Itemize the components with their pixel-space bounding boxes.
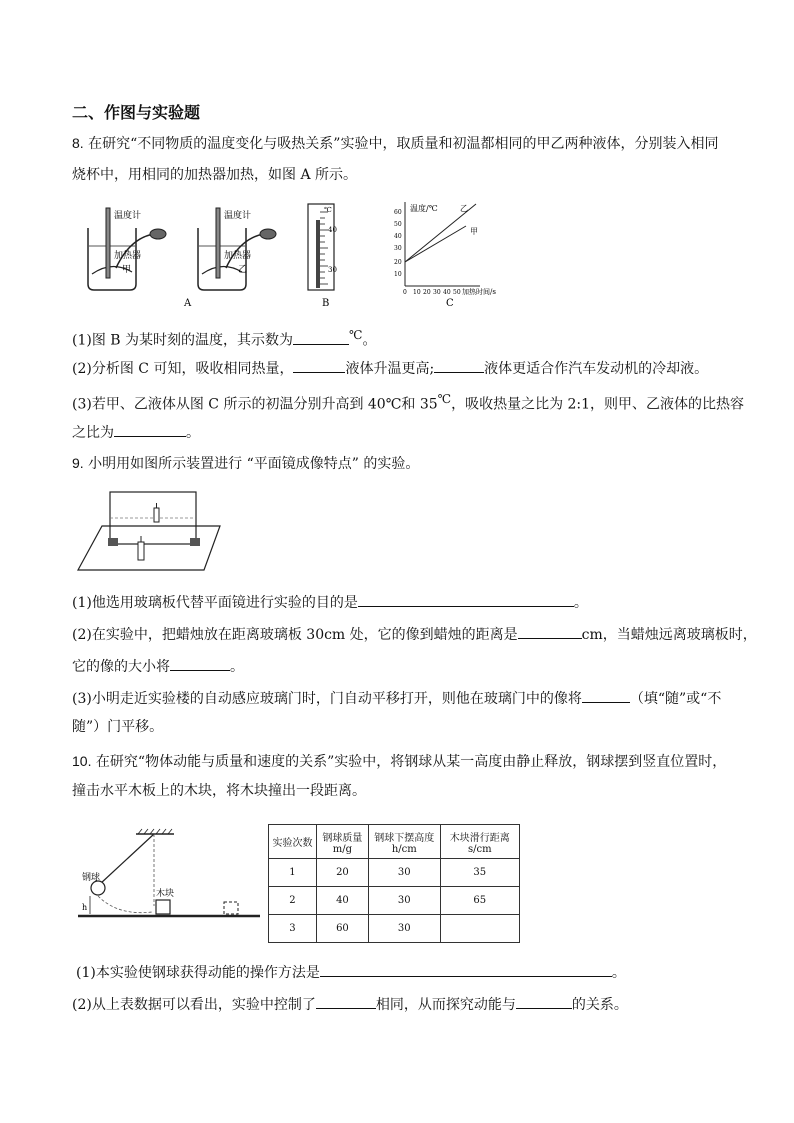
fig-a-liquid-1: 甲 <box>122 265 132 275</box>
fig-b-unit: ℃ <box>324 206 332 214</box>
q8-part2 <box>72 358 708 378</box>
table-cell: 3 <box>269 915 317 943</box>
table-header-distance <box>440 825 519 859</box>
fig-c-ytick: 60 <box>394 209 402 216</box>
q8-part3-text-b: ，吸收热量之比为 2:1，则甲、乙液体的比热容 <box>451 396 745 413</box>
table-cell: 20 <box>316 859 368 887</box>
fig-a-thermometer-label-1: 温度计 <box>114 211 142 221</box>
table-header-trial <box>269 825 317 859</box>
fig-c-series-jia: 甲 <box>470 227 478 236</box>
q10-part1-text: (1)本实验使钢球获得动能的操作方法是 <box>76 965 320 981</box>
q10-ball-label: 钢球 <box>82 873 101 883</box>
fig-c-caption: C <box>446 298 454 309</box>
q8-part1 <box>72 326 376 350</box>
q9-part3-blank[interactable] <box>582 688 630 703</box>
fig-a-heater-label-2: 加热器 <box>224 251 252 261</box>
fig-c-xtick: 10 <box>413 289 421 296</box>
thermometer-b <box>308 204 334 290</box>
table-row <box>269 915 520 943</box>
table-row <box>269 887 520 915</box>
table-cell: 65 <box>440 887 519 915</box>
fig-a-caption: A <box>184 298 192 309</box>
q9-part2-blank-1[interactable] <box>518 624 582 639</box>
q10-data-table <box>268 824 520 943</box>
q9-figure <box>74 488 230 574</box>
header-text: 钢球质量 <box>322 832 363 844</box>
q8-part3-unit: ℃ <box>437 392 452 406</box>
table-cell: 40 <box>316 887 368 915</box>
q8-part2-blank-1[interactable] <box>293 358 345 373</box>
q9-part1-text: (1)他选用玻璃板代替平面镜进行实验的目的是 <box>72 595 358 611</box>
q10-number: 10. <box>72 753 92 769</box>
table-header-height <box>368 825 440 859</box>
fig-c-xticks <box>403 289 461 296</box>
q9-part1-end: 。 <box>573 595 588 611</box>
header-text: 木块滑行距离 <box>449 832 510 844</box>
q8-stem-line1 <box>72 134 718 153</box>
wood-block <box>156 900 170 914</box>
q9-part3-text-a: (3)小明走近实验楼的自动感应玻璃门时，门自动平移打开，则他在玻璃门中的像将 <box>72 691 582 707</box>
q8-part3-text-a: (3)若甲、乙液体从图 C 所示的初温分别升高到 40℃和 35 <box>72 396 438 413</box>
graph-c <box>405 202 480 286</box>
q10-stem-text-1: 在研究“物体动能与质量和速度的关系”实验中，将钢球从某一高度由静止释放，钢球摆到竖直位置时， <box>95 754 727 770</box>
q9-stem-text: 小明用如图所示装置进行 “平面镜成像特点” 的实验。 <box>88 456 420 472</box>
q9-part2-line2 <box>72 656 244 676</box>
q9-part2 <box>72 624 757 644</box>
fig-c-xtick: 20 <box>423 289 431 296</box>
fig-c-ytick: 50 <box>394 221 402 228</box>
q10-part2-blank-1[interactable] <box>316 994 376 1009</box>
q8-number: 8. <box>72 135 84 151</box>
table-cell: 1 <box>269 859 317 887</box>
table-header-mass <box>316 825 368 859</box>
fig-c-series-yi: 乙 <box>460 204 468 213</box>
fig-b-tick-40: 40 <box>328 226 337 234</box>
table-header-row <box>269 825 520 859</box>
header-text: 钢球下摆高度 <box>374 832 435 844</box>
q8-stem-text-1: 在研究“不同物质的温度变化与吸热关系”实验中，取质量和初温都相同的甲乙两种液体，分别装入相同 <box>88 136 719 152</box>
q10-part1-end: 。 <box>611 965 626 981</box>
q9-number: 9. <box>72 455 84 471</box>
table-cell: 30 <box>368 915 440 943</box>
q10-block-label: 木块 <box>156 889 175 899</box>
steel-ball <box>91 881 105 895</box>
header-unit: h/cm <box>391 843 417 855</box>
q8-part3-line2 <box>72 422 200 442</box>
table-cell: 60 <box>316 915 368 943</box>
series-jia-line <box>405 226 466 262</box>
fig-c-ylabel: 温度/℃ <box>410 204 438 213</box>
table-cell: 30 <box>368 887 440 915</box>
q10-part2 <box>72 994 628 1014</box>
q8-part3-blank[interactable] <box>114 422 186 437</box>
q9-part3 <box>72 688 721 708</box>
q8-part1-unit: ℃ <box>349 328 363 342</box>
q8-part3-line2-text: 之比为 <box>72 425 114 441</box>
header-unit: s/cm <box>468 843 492 855</box>
fig-a-heater-label-1: 加热器 <box>114 251 142 261</box>
q8-stem-line2: 烧杯中，用相同的加热器加热，如图 A 所示。 <box>72 167 358 183</box>
q9-part1-blank[interactable] <box>358 592 574 607</box>
q10-part2-text-c: 的关系。 <box>571 997 628 1013</box>
fig-a-thermometer-label-2: 温度计 <box>224 211 252 221</box>
q8-figure <box>80 198 496 310</box>
fig-c-xtick: 40 <box>443 289 451 296</box>
q8-part2-text-c: 液体更适合作汽车发动机的冷却液。 <box>484 361 709 377</box>
q9-part2-blank-2[interactable] <box>170 656 230 671</box>
fig-c-ytick: 20 <box>394 259 402 266</box>
fig-c-yticks <box>394 209 402 278</box>
q9-part1 <box>72 592 588 612</box>
q10-part2-text-a: (2)从上表数据可以看出，实验中控制了 <box>72 997 316 1013</box>
fig-c-ytick: 40 <box>394 233 402 240</box>
table-row <box>269 859 520 887</box>
q8-part2-text-a: (2)分析图 C 可知，吸收相同热量， <box>72 361 294 377</box>
q9-part3-text-b: （填“随”或“不 <box>629 691 722 707</box>
q9-stem <box>72 454 419 473</box>
section-title: 二、作图与实验题 <box>72 103 201 122</box>
fig-c-xtick: 50 <box>453 289 461 296</box>
q8-part2-text-b: 液体升温更高; <box>345 361 435 377</box>
q10-stem-line2: 撞击水平木板上的木块，将木块撞出一段距离。 <box>72 783 366 799</box>
header-unit: m/g <box>332 843 353 855</box>
q8-part1-text: (1)图 B 为某时刻的温度，其示数为 <box>72 332 294 349</box>
fig-b-tick-30: 30 <box>328 266 337 274</box>
table-cell[interactable] <box>440 915 519 943</box>
q9-part2-line2-text: 它的像的大小将 <box>72 659 170 675</box>
q9-part2-text-a: (2)在实验中，把蜡烛放在距离玻璃板 30cm 处，它的像到蜡烛的距离是 <box>72 627 518 643</box>
q10-part2-text-b: 相同，从而探究动能与 <box>375 997 516 1013</box>
header-text: 实验次数 <box>272 838 313 849</box>
q8-part1-end: 。 <box>362 332 377 349</box>
q9-part2-text-b: cm，当蜡烛远离玻璃板时， <box>581 627 757 643</box>
fig-b-caption: B <box>322 298 330 309</box>
fig-c-ytick: 10 <box>394 271 402 278</box>
q8-part2-blank-2[interactable] <box>434 358 484 373</box>
table-cell: 2 <box>269 887 317 915</box>
q10-part1-blank[interactable] <box>320 962 612 977</box>
q10-stem-line1 <box>72 752 726 771</box>
q9-part2-end: 。 <box>230 659 244 675</box>
fig-a-liquid-2: 乙 <box>238 265 248 275</box>
q10-part1 <box>76 962 626 982</box>
q10-figure <box>74 818 264 940</box>
fig-c-xlabel: 加热时间/s <box>462 288 496 296</box>
q10-h-label: h <box>82 903 88 912</box>
q10-part2-blank-2[interactable] <box>516 994 572 1009</box>
q8-part1-blank[interactable] <box>293 330 349 345</box>
fig-c-ytick: 30 <box>394 245 402 252</box>
table-cell: 30 <box>368 859 440 887</box>
fig-c-xtick: 30 <box>433 289 441 296</box>
q8-part3-end: 。 <box>186 425 200 441</box>
fig-c-xtick: 0 <box>403 289 407 296</box>
q9-part3-line2: 随”）门平移。 <box>72 719 164 735</box>
table-cell: 35 <box>440 859 519 887</box>
q8-part3 <box>72 390 744 414</box>
